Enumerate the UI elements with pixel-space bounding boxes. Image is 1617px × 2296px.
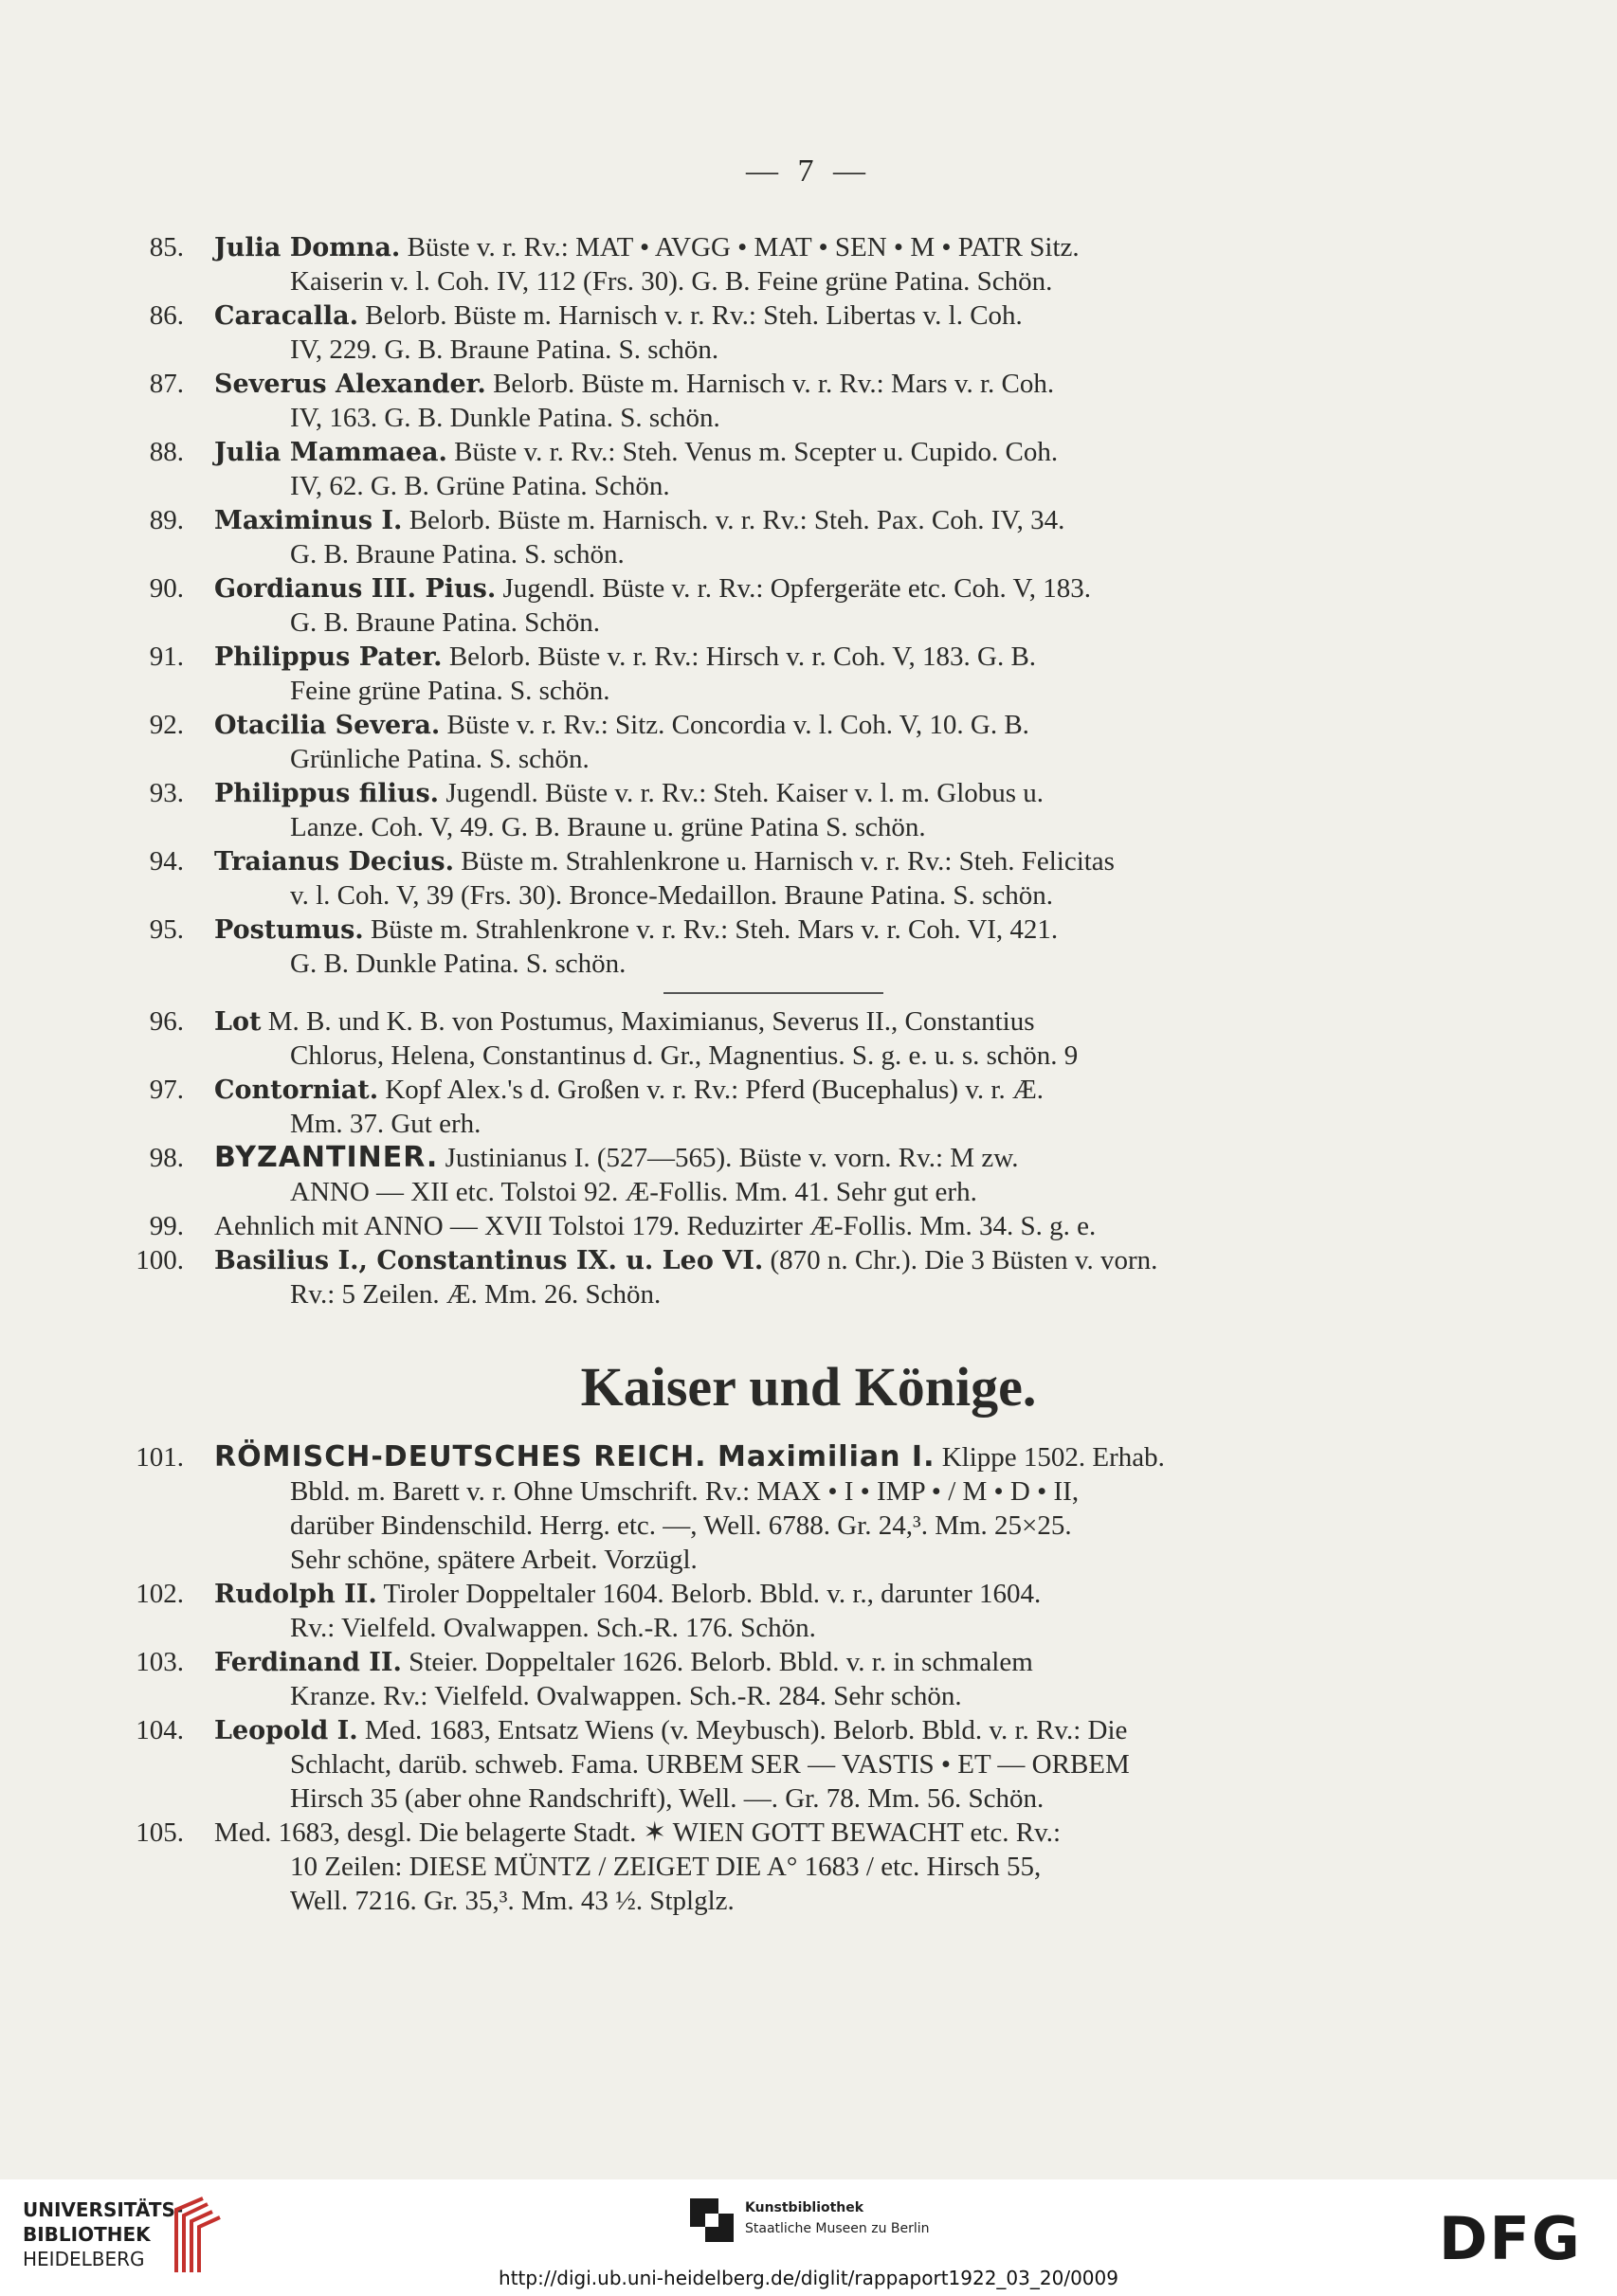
- dfg-logo[interactable]: DFG: [1439, 2204, 1582, 2273]
- entry-number: 94.: [149, 846, 184, 877]
- ub-name-line1: UNIVERSITÄTS-: [23, 2198, 184, 2221]
- entry-text: Belorb. Büste v. r. Rv.: Hirsch v. r. Coh. V, 183. G. B.: [442, 642, 1037, 672]
- kb-name-line1: Kunstbibliothek: [745, 2200, 864, 2215]
- entry-number: 96.: [149, 1006, 184, 1037]
- footer-bar: [0, 2179, 1617, 2296]
- entry-number: 87.: [149, 369, 184, 399]
- entry-number: 95.: [149, 914, 184, 945]
- entry-number: 99.: [149, 1211, 184, 1241]
- entry-name: Caracalla.: [214, 301, 359, 331]
- entry-text-line: IV, 62. G. B. Grüne Patina. Schön.: [290, 471, 670, 501]
- entry-text-line: Schlacht, darüb. schweb. Fama. URBEM SER — VASTIS • ET — ORBEM: [290, 1749, 1130, 1780]
- entry-number: 101.: [136, 1442, 184, 1473]
- entry-number: 103.: [136, 1647, 184, 1677]
- entry-text-line: ANNO — XII etc. Tolstoi 92. Æ-Follis. Mm. 41. Sehr gut erh.: [290, 1177, 977, 1207]
- entry-name: BYZANTINER.: [214, 1141, 439, 1174]
- entry-number: 98.: [149, 1143, 184, 1173]
- entry-text-line: IV, 163. G. B. Dunkle Patina. S. schön.: [290, 403, 720, 433]
- entry-text: Steier. Doppeltaler 1626. Belorb. Bbld. v. r. in schmalem: [401, 1647, 1033, 1677]
- entry-number: 100.: [136, 1245, 184, 1275]
- entry-text: Justinianus I. (527—565). Büste v. vorn. Rv.: M zw.: [438, 1143, 1019, 1173]
- entry-text-line: IV, 229. G. B. Braune Patina. S. schön.: [290, 334, 719, 365]
- entry-text-line: Lanze. Coh. V, 49. G. B. Braune u. grüne Patina S. schön.: [290, 812, 926, 842]
- entry-text-line: G. B. Braune Patina. Schön.: [290, 607, 601, 638]
- entry-text-line: Mm. 37. Gut erh.: [290, 1109, 481, 1139]
- entry-name: Postumus.: [214, 915, 364, 945]
- entry-number: 104.: [136, 1715, 184, 1745]
- entry-name: Ferdinand II.: [214, 1648, 402, 1677]
- entry-number: 88.: [149, 437, 184, 467]
- entry-text-line: Well. 7216. Gr. 35,³. Mm. 43 ½. Stplglz.: [290, 1886, 735, 1916]
- entry-text: Büste v. r. Rv.: MAT • AVGG • MAT • SEN • M • PATR Sitz.: [400, 232, 1080, 262]
- divider-rule: [663, 992, 883, 994]
- entry-text: Büste v. r. Rv.: Sitz. Concordia v. l. Coh. V, 10. G. B.: [440, 710, 1029, 740]
- entry-text: Belorb. Büste m. Harnisch. v. r. Rv.: Steh. Pax. Coh. IV, 34.: [402, 505, 1065, 535]
- entry-text: Kopf Alex.'s d. Großen v. r. Rv.: Pferd (Bucephalus) v. r. Æ.: [378, 1075, 1045, 1105]
- entry-text-line: G. B. Dunkle Patina. S. schön.: [290, 949, 627, 979]
- entry-text: Med. 1683, desgl. Die belagerte Stadt. ✶ WIEN GOTT BEWACHT etc. Rv.:: [214, 1817, 1062, 1848]
- entry-name: Severus Alexander.: [214, 370, 486, 399]
- entry-name: Julia Mammaea.: [214, 438, 447, 467]
- kb-mark-icon: [690, 2198, 734, 2242]
- entry-text: M. B. und K. B. von Postumus, Maximianus, Severus II., Constantius: [261, 1006, 1035, 1037]
- entry-text-line: 10 Zeilen: DIESE MÜNTZ / ZEIGET DIE A° 1683 / etc. Hirsch 55,: [290, 1852, 1042, 1882]
- entry-text: Med. 1683, Entsatz Wiens (v. Meybusch). Belorb. Bbld. v. r. Rv.: Die: [357, 1715, 1128, 1745]
- entry-name: Maximinus I.: [214, 506, 403, 535]
- entry-number: 93.: [149, 778, 184, 808]
- entry-text-line: darüber Bindenschild. Herrg. etc. —, Well. 6788. Gr. 24,³. Mm. 25×25.: [290, 1510, 1072, 1541]
- entry-text: Belorb. Büste m. Harnisch v. r. Rv.: Mars v. r. Coh.: [485, 369, 1055, 399]
- entry-text: Büste m. Strahlenkrone u. Harnisch v. r. Rv.: Steh. Felicitas: [453, 846, 1115, 877]
- entry-name: Julia Domna.: [214, 233, 401, 262]
- entry-number: 89.: [149, 505, 184, 535]
- entry-text: Büste m. Strahlenkrone v. r. Rv.: Steh. Mars v. r. Coh. VI, 421.: [363, 914, 1059, 945]
- entry-text: Belorb. Büste m. Harnisch v. r. Rv.: Steh. Libertas v. l. Coh.: [358, 300, 1023, 331]
- entry-text-line: Chlorus, Helena, Constantinus d. Gr., Magnentius. S. g. e. u. s. schön. 9: [290, 1040, 1079, 1071]
- entry-text-line: Sehr schöne, spätere Arbeit. Vorzügl.: [290, 1545, 698, 1575]
- ub-name-line2: BIBLIOTHEK: [23, 2223, 151, 2246]
- entry-number: 102.: [136, 1579, 184, 1609]
- entry-name: RÖMISCH-DEUTSCHES REICH. Maximilian I.: [214, 1440, 936, 1473]
- entry-text-line: Grünliche Patina. S. schön.: [290, 744, 590, 774]
- entry-name: Philippus Pater.: [214, 642, 443, 672]
- page-number: — 7 —: [746, 154, 871, 189]
- entry-text-line: Kranze. Rv.: Vielfeld. Ovalwappen. Sch.-R. 284. Sehr schön.: [290, 1681, 962, 1711]
- entry-number: 91.: [149, 642, 184, 672]
- entry-text: Aehnlich mit ANNO — XVII Tolstoi 179. Reduzirter Æ-Follis. Mm. 34. S. g. e.: [214, 1211, 1097, 1241]
- entry-text: Klippe 1502. Erhab.: [935, 1442, 1165, 1473]
- entry-number: 90.: [149, 573, 184, 604]
- entry-text-line: Kaiserin v. l. Coh. IV, 112 (Frs. 30). G. B. Feine grüne Patina. Schön.: [290, 266, 1053, 297]
- entry-name: Philippus filius.: [214, 779, 440, 808]
- entry-number: 85.: [149, 232, 184, 262]
- entry-text-line: G. B. Braune Patina. S. schön.: [290, 539, 625, 569]
- kunstbibliothek-logo[interactable]: [690, 2198, 974, 2255]
- ub-mark-icon: [165, 2197, 231, 2274]
- entry-number: 92.: [149, 710, 184, 740]
- entry-name: Rudolph II.: [214, 1580, 377, 1609]
- entry-name: Traianus Decius.: [214, 847, 454, 877]
- entry-text: Tiroler Doppeltaler 1604. Belorb. Bbld. v. r., darunter 1604.: [376, 1579, 1042, 1609]
- entry-text-line: v. l. Coh. V, 39 (Frs. 30). Bronce-Medaillon. Braune Patina. S. schön.: [290, 880, 1053, 911]
- ub-name-line3: HEIDELBERG: [23, 2248, 145, 2270]
- source-url[interactable]: http://digi.ub.uni-heidelberg.de/diglit/rappaport1922_03_20/0009: [499, 2267, 1118, 2289]
- entry-text: (870 n. Chr.). Die 3 Büsten v. vorn.: [763, 1245, 1158, 1275]
- entry-name: Leopold I.: [214, 1716, 358, 1745]
- entry-name: Lot: [214, 1007, 262, 1037]
- entry-number: 86.: [149, 300, 184, 331]
- entry-text: Jugendl. Büste v. r. Rv.: Steh. Kaiser v. l. m. Globus u.: [439, 778, 1045, 808]
- entry-text-line: Feine grüne Patina. S. schön.: [290, 676, 610, 706]
- entry-name: Otacilia Severa.: [214, 711, 441, 740]
- entry-number: 97.: [149, 1075, 184, 1105]
- entry-text-line: Rv.: 5 Zeilen. Æ. Mm. 26. Schön.: [290, 1279, 662, 1310]
- section-heading: Kaiser und Könige.: [580, 1356, 1037, 1418]
- entry-name: Gordianus III. Pius.: [214, 574, 497, 604]
- entry-text-line: Bbld. m. Barett v. r. Ohne Umschrift. Rv.: MAX • I • IMP • / M • D • II,: [290, 1476, 1080, 1507]
- entry-text: Büste v. r. Rv.: Steh. Venus m. Scepter u. Cupido. Coh.: [446, 437, 1059, 467]
- entry-text: Jugendl. Büste v. r. Rv.: Opfergeräte etc. Coh. V, 183.: [496, 573, 1091, 604]
- entry-number: 105.: [136, 1817, 184, 1848]
- entry-name: Contorniat.: [214, 1076, 379, 1105]
- entry-text-line: Hirsch 35 (aber ohne Randschrift), Well. —. Gr. 78. Mm. 56. Schön.: [290, 1783, 1045, 1814]
- kb-name-line2: Staatliche Museen zu Berlin: [745, 2221, 930, 2236]
- entry-name: Basilius I., Constantinus IX. u. Leo VI.: [214, 1246, 764, 1275]
- entry-text-line: Rv.: Vielfeld. Ovalwappen. Sch.-R. 176. Schön.: [290, 1613, 816, 1643]
